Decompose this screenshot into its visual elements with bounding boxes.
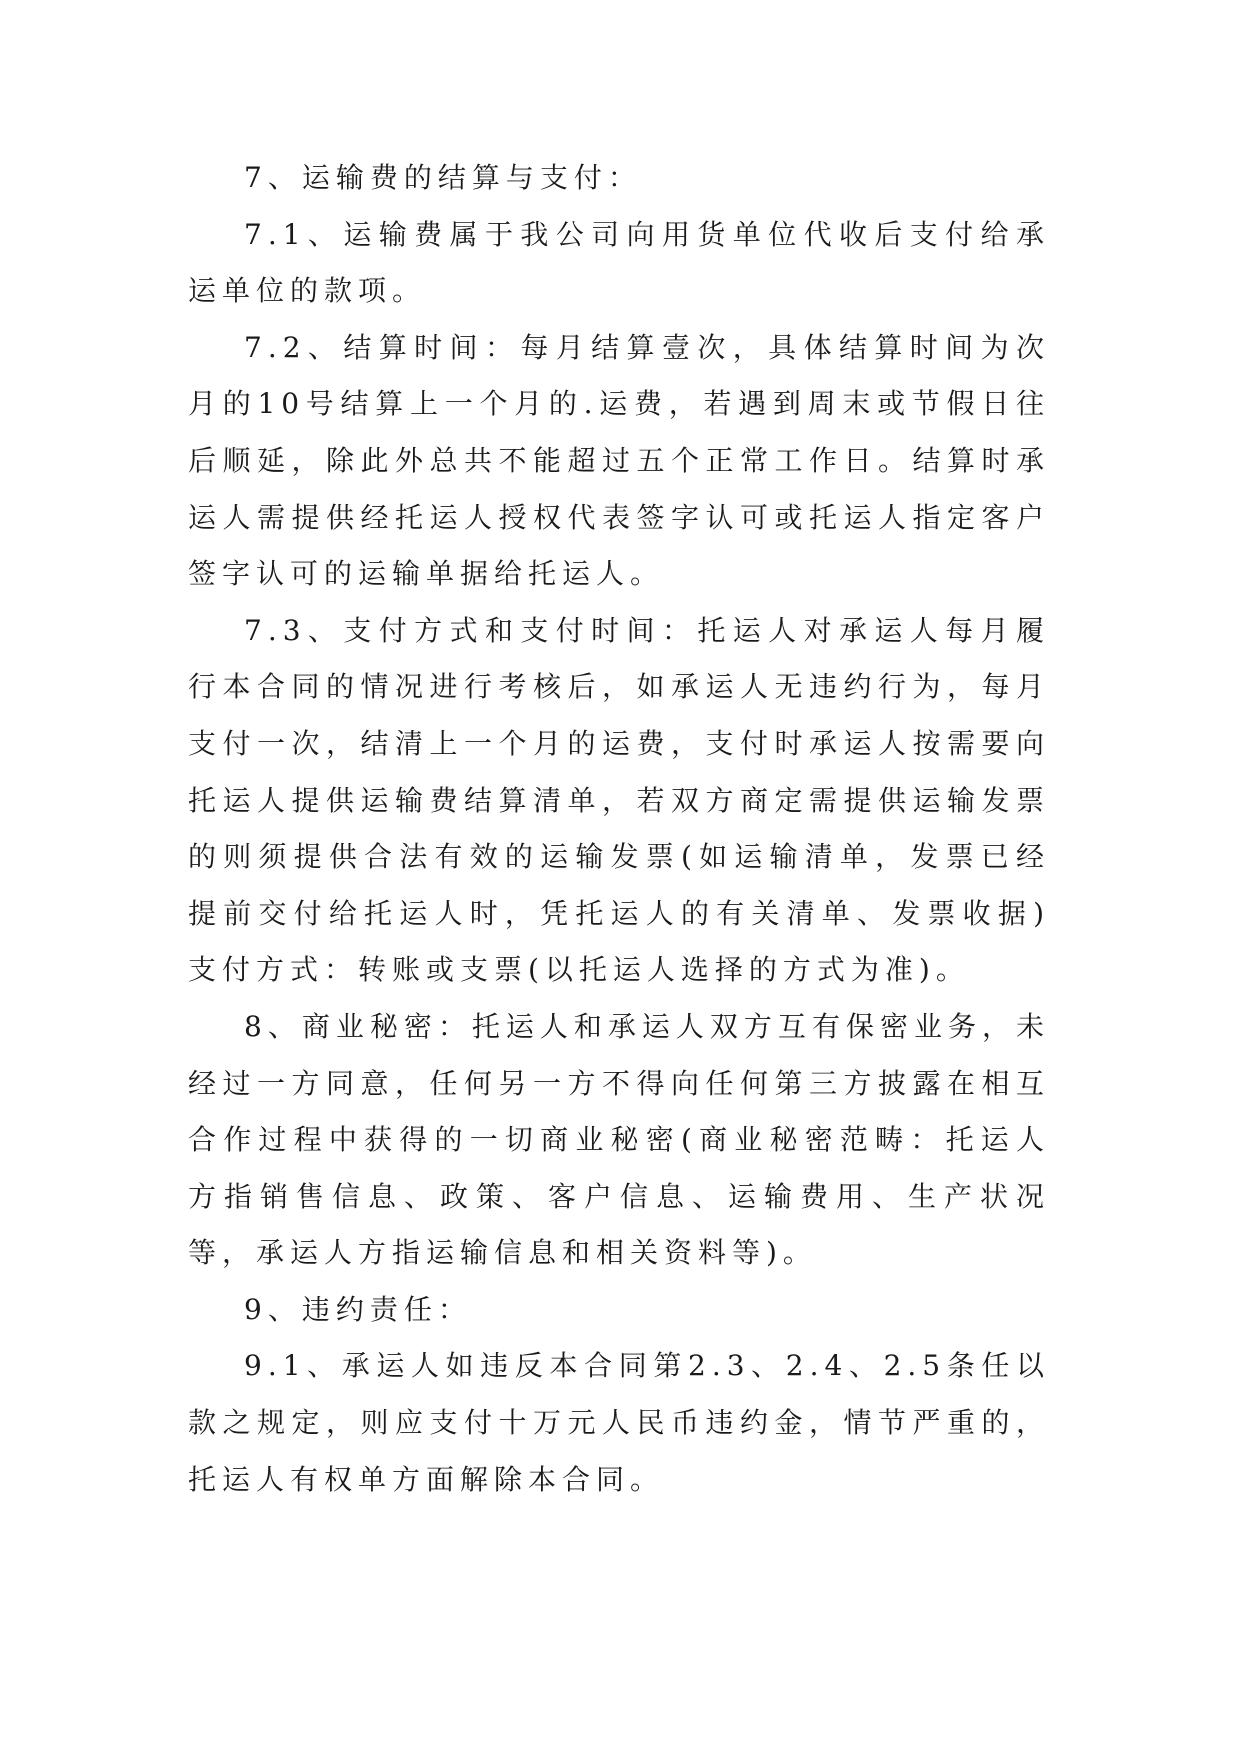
- clause-7-3: 7.3、支付方式和支付时间：托运人对承运人每月履行本合同的情况进行考核后，如承运人无违约行为，每月支付一次，结清上一个月的运费，支付时承运人按需要向托运人提供运输费结算清单，若双方商定需提供运输发票的则须提供合法有效的运输发票(如运输清单，发票已经提前交付给托运人时，凭托运人的有关清单、发票收据)支付方式：转账或支票(以托运人选择的方式为准)。: [188, 613, 1050, 987]
- document-page: [188, 150, 1050, 1508]
- section-8-trade-secrets: 8、商业秘密：托运人和承运人双方互有保密业务，未经过一方同意，任何另一方不得向任何第三方披露在相互合作过程中获得的一切商业秘密(商业秘密范畴：托运人方指销售信息、政策、客户信息、运输费用、生产状况等，承运人方指运输信息和相关资料等)。: [188, 1009, 1050, 1270]
- clause-9-1: 9.1、承运人如违反本合同第2.3、2.4、2.5条任以款之规定，则应支付十万元人民币违约金，情节严重的，托运人有权单方面解除本合同。: [188, 1349, 1050, 1496]
- clause-7-2: 7.2、结算时间：每月结算壹次，具体结算时间为次月的10号结算上一个月的.运费，若遇到周末或节假日往后顺延，除此外总共不能超过五个正常工作日。结算时承运人需提供经托运人授权代表签字认可或托运人指定客户签字认可的运输单据给托运人。: [188, 330, 1050, 591]
- clause-7-1: 7.1、运输费属于我公司向用货单位代收后支付给承运单位的款项。: [188, 217, 1050, 308]
- section-7-heading: 7、运输费的结算与支付：: [244, 161, 642, 194]
- section-9-heading: 9、违约责任：: [244, 1292, 472, 1326]
